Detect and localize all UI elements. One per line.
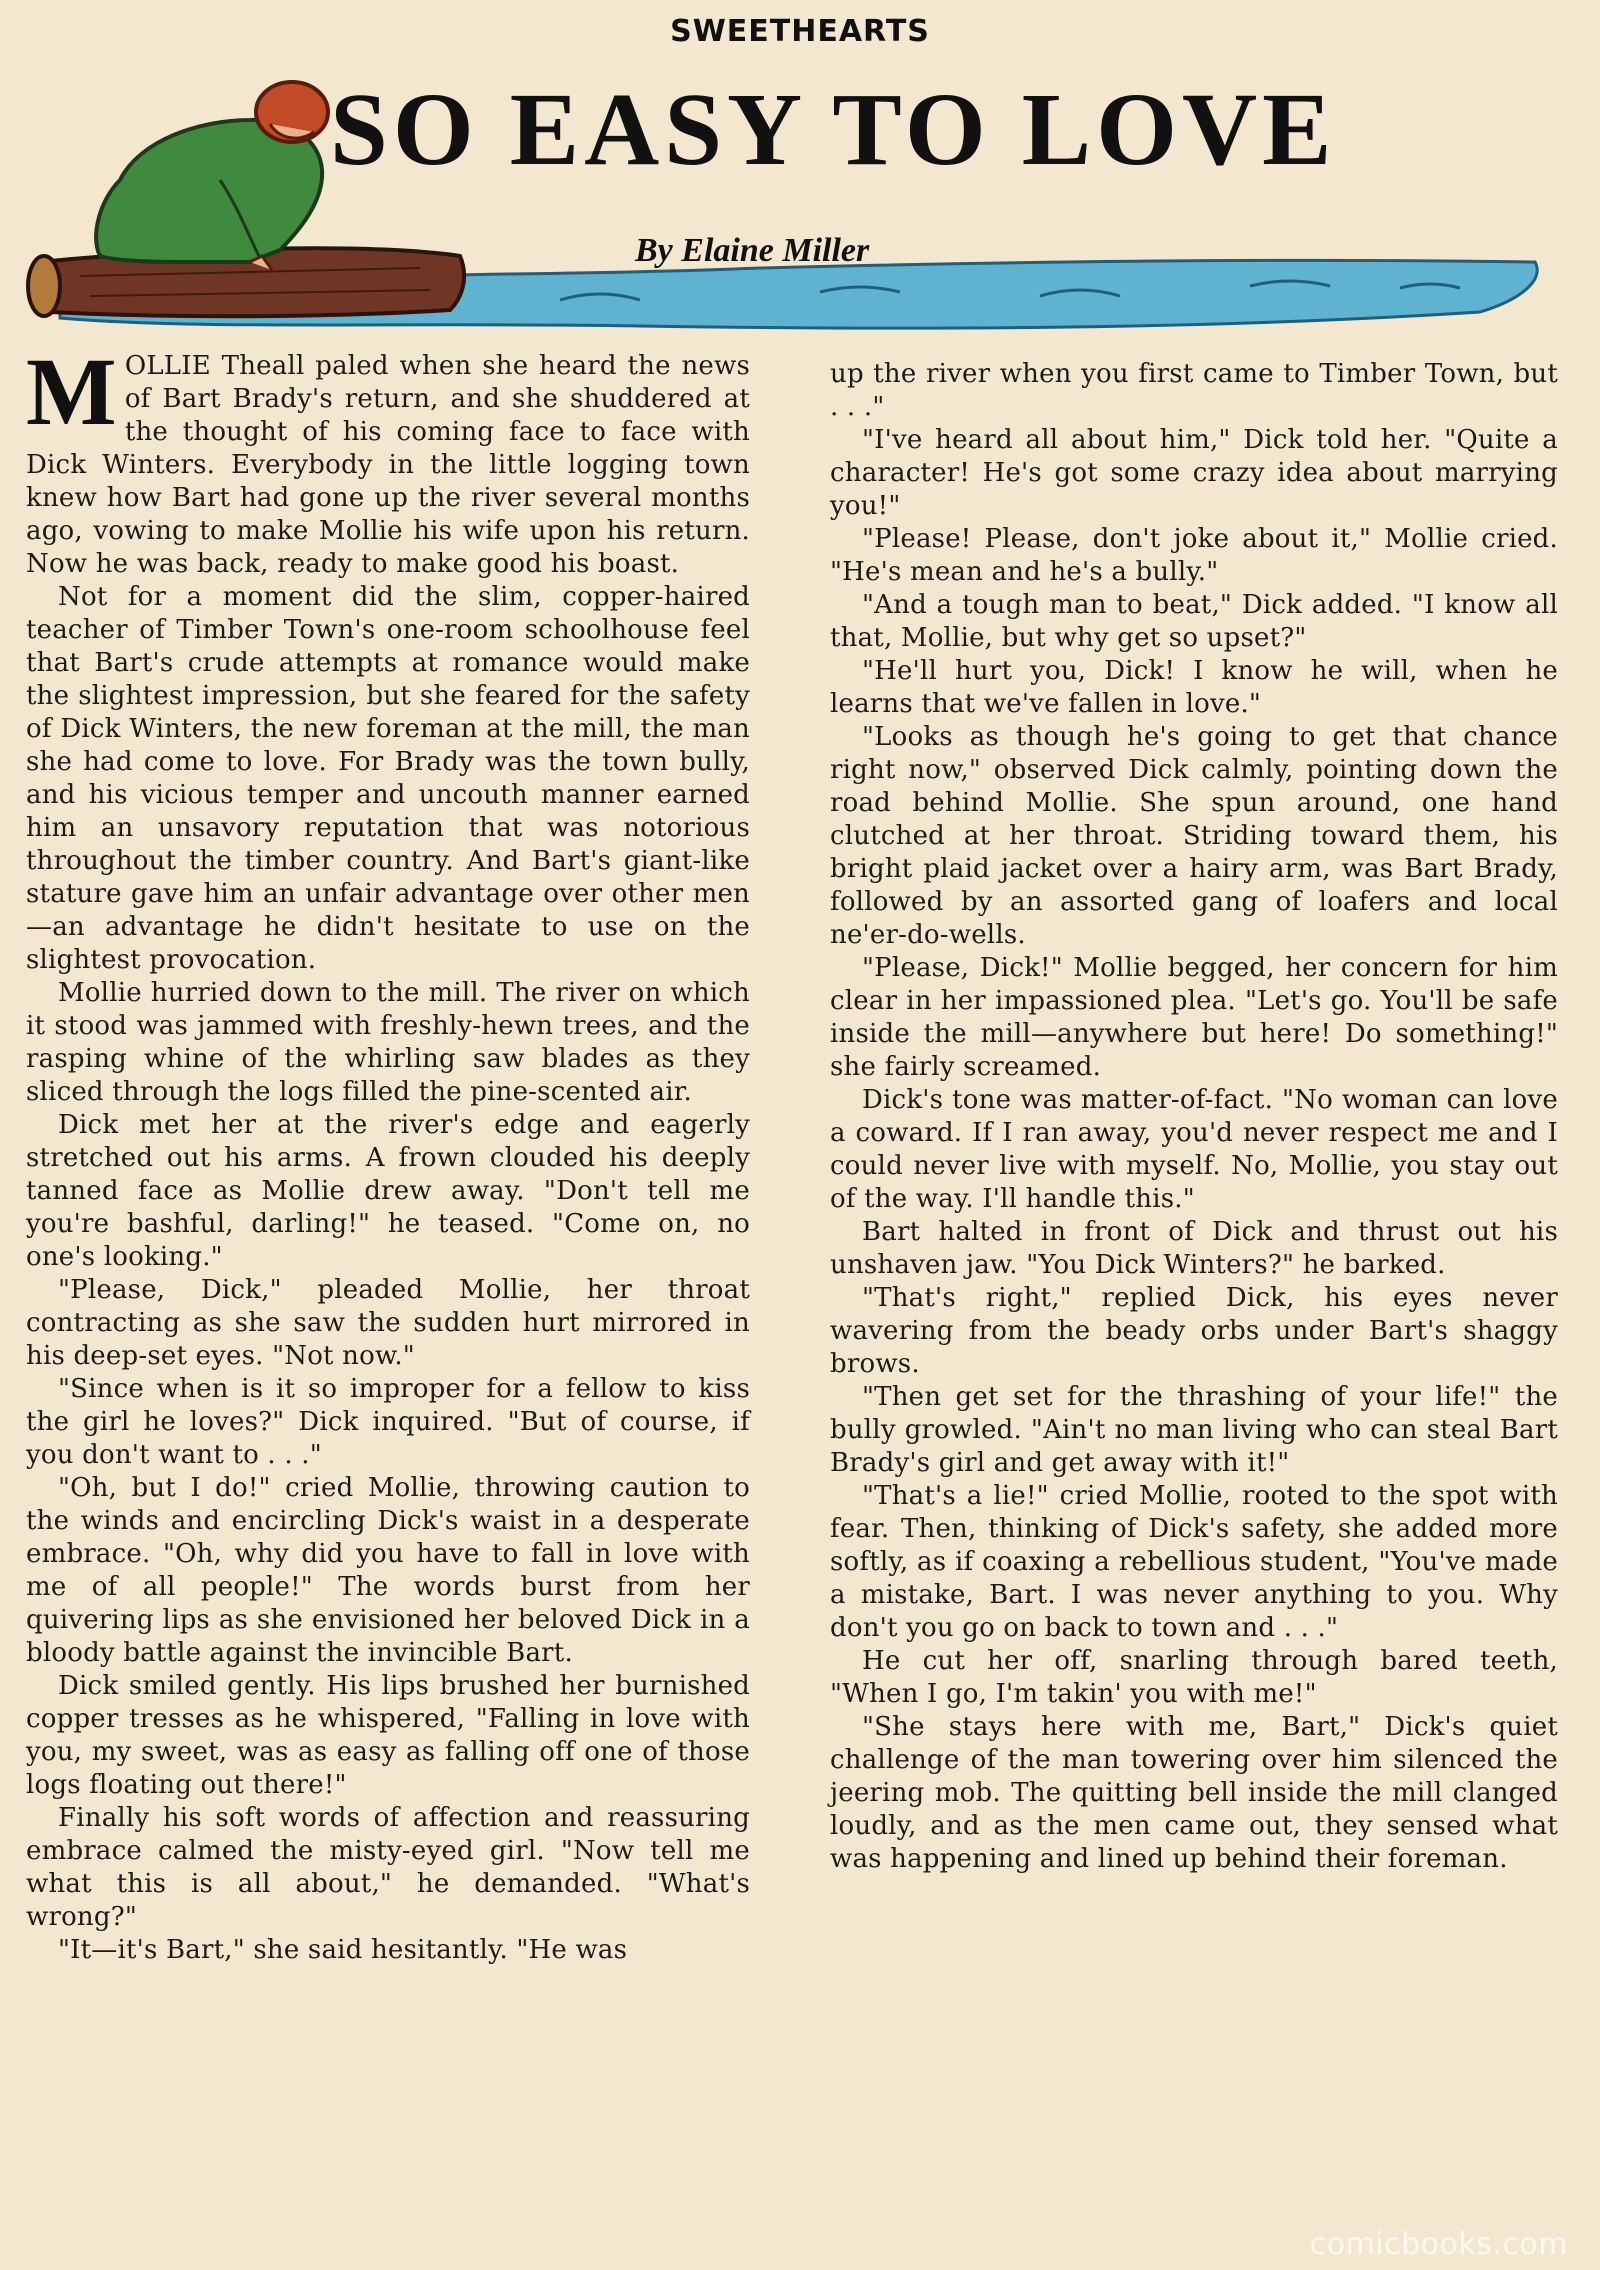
paragraph: "She stays here with me, Bart," Dick's quiet challenge of the man towering over him silenced the jeering mob. The quitting bell inside the mill clanged loudly, and as the men came out, they sensed what was happening and lined up behind their foreman.: [830, 1712, 1558, 1874]
paragraph: "That's right," replied Dick, his eyes never wavering from the beady orbs under Bart's shaggy brows.: [830, 1283, 1558, 1379]
site-watermark: comicbooks.com: [1309, 2227, 1568, 2262]
paragraph: Dick met her at the river's edge and eagerly stretched out his arms. A frown clouded his deeply tanned face as Mollie drew away. "Don't tell me you're bashful, darling!" he teased. "Come on, no one's looking.": [26, 1110, 750, 1272]
paragraph: Finally his soft words of affection and reassuring embrace calmed the misty-eyed girl. "Now tell me what this is all about," he demanded. "What's wrong?": [26, 1803, 750, 1932]
paragraph: up the river when you first came to Timber Town, but . . .": [830, 359, 1558, 422]
paragraph: Dick smiled gently. His lips brushed her burnished copper tresses as he whispered, "Falling in love with you, my sweet, was as easy as falling off one of those logs floating out there!": [26, 1671, 750, 1800]
paragraph: "Then get set for the thrashing of your life!" the bully growled. "Ain't no man living who can steal Bart Brady's girl and get away with it!": [830, 1382, 1558, 1478]
paragraph: "Since when is it so improper for a fellow to kiss the girl he loves?" Dick inquired. "But of course, if you don't want to . . .": [26, 1374, 750, 1470]
drop-cap: M: [26, 338, 117, 445]
paragraph: Mollie hurried down to the mill. The river on which it stood was jammed with freshly-hewn trees, and the rasping whine of the whirling saw blades as they sliced through the logs filled the pine-scented air.: [26, 978, 750, 1107]
paragraph: "Please! Please, don't joke about it," Mollie cried. "He's mean and he's a bully.": [830, 524, 1558, 587]
paragraph: "Looks as though he's going to get that chance right now," observed Dick calmly, pointing down the road behind Mollie. She spun around, one hand clutched at her throat. Striding toward them, his bright plaid jacket over a hairy arm, was Bart Brady, followed by an assorted gang of loafers and local ne'er-do-wells.: [830, 722, 1558, 950]
author-byline: By Elaine Miller: [635, 232, 870, 269]
text-column-right: [830, 358, 1558, 1876]
paragraph: "I've heard all about him," Dick told her. "Quite a character! He's got some crazy idea about marrying you!": [830, 425, 1558, 521]
paragraph: "It—it's Bart," she said hesitantly. "He was: [58, 1935, 628, 1965]
paragraph: "Please, Dick," pleaded Mollie, her throat contracting as she saw the sudden hurt mirrored in his deep-set eyes. "Not now.": [26, 1275, 750, 1371]
paragraph: "He'll hurt you, Dick! I know he will, when he learns that we've fallen in love.": [830, 656, 1558, 719]
story-title: SO EASY TO LOVE: [330, 72, 1337, 187]
paragraph: Dick's tone was matter-of-fact. "No woman can love a coward. If I ran away, you'd never respect me and I could never live with myself. No, Mollie, you stay out of the way. I'll handle this.": [830, 1085, 1558, 1214]
paragraph: Bart halted in front of Dick and thrust out his unshaven jaw. "You Dick Winters?" he barked.: [830, 1217, 1558, 1280]
paragraph: "That's a lie!" cried Mollie, rooted to the spot with fear. Then, thinking of Dick's safety, she added more softly, as if coaxing a rebellious student, "You've made a mistake, Bart. I was never anything to you. Why don't you go on back to town and . . .": [830, 1481, 1558, 1643]
paragraph: Not for a moment did the slim, copper-haired teacher of Timber Town's one-room schoolhouse feel that Bart's crude attempts at romance would make the slightest impression, but she feared for the safety of Dick Winters, the new foreman at the mill, the man she had come to love. For Brady was the town bully, and his vicious temper and uncouth manner earned him an unsavory reputation that was notorious throughout the timber country. And Bart's giant-like stature gave him an unfair advantage over other men—an advantage he didn't hesitate to use on the slightest provocation.: [26, 582, 750, 975]
paragraph: "And a tough man to beat," Dick added. "I know all that, Mollie, but why get so upset?": [830, 590, 1558, 653]
paragraph: "Oh, but I do!" cried Mollie, throwing caution to the winds and encircling Dick's waist in a desperate embrace. "Oh, why did you have to fall in love with me of all people!" The words burst from her quivering lips as she envisioned her beloved Dick in a bloody battle against the invincible Bart.: [26, 1473, 750, 1668]
magazine-masthead: SWEETHEARTS: [670, 14, 930, 49]
paragraph: MOLLIE Theall paled when she heard the news of Bart Brady's return, and she shuddered at the thought of his coming face to face with Dick Winters. Everybody in the little logging town knew how Bart had gone up the river several months ago, vowing to make Mollie his wife upon his return. Now he was back, ready to make good his boast.: [26, 338, 750, 579]
paragraph: He cut her off, snarling through bared teeth, "When I go, I'm takin' you with me!": [830, 1646, 1558, 1709]
paragraph: "Please, Dick!" Mollie begged, her concern for him clear in her impassioned plea. "Let's go. You'll be safe inside the mill—anywhere but here! Do something!" she fairly screamed.: [830, 953, 1558, 1082]
text-column-left: [26, 338, 750, 1967]
